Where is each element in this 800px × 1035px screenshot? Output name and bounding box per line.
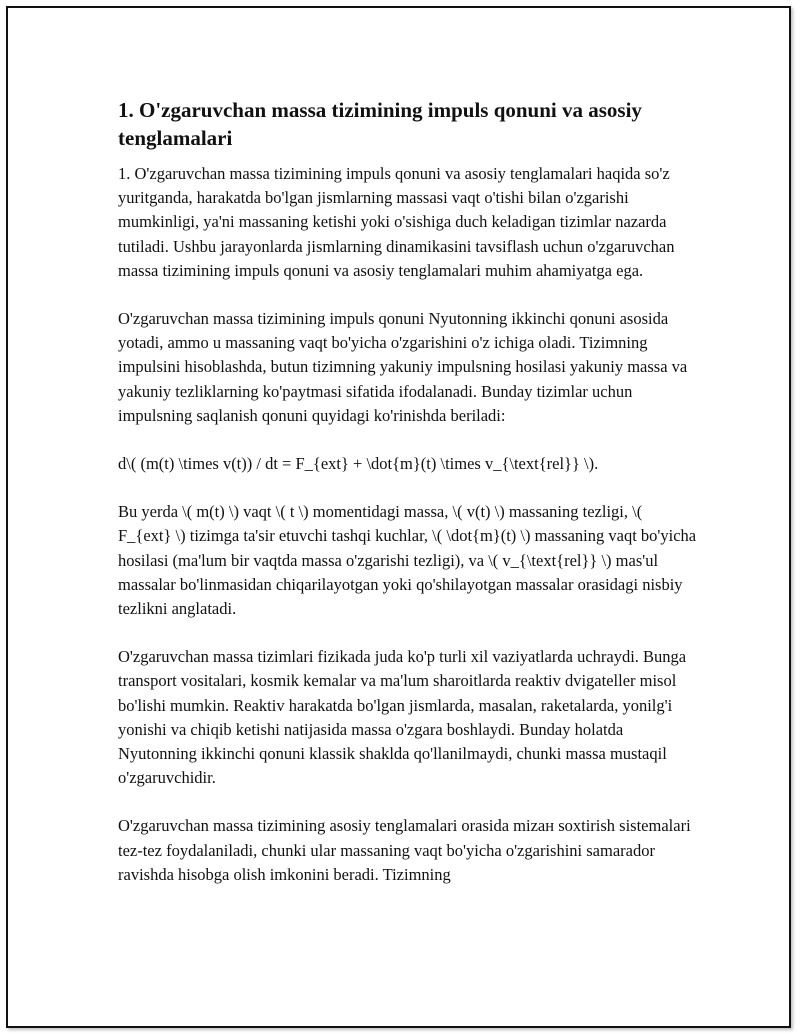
document-body (118, 96, 698, 911)
paragraph-definitions: Bu yerda \( m(t) \) vaqt \( t \) momentidagi massa, \( v(t) \) massaning tezligi, \( F_{ext} \) tizimga ta'sir etuvchi tashqi kuchlar, \( \dot{m}(t) \) massaning vaqt bo'yicha hosilasi (ma'lum bir vaqtda massa o'zgarishi tezligi), va \( v_{\text{rel}} \) mas'ul massalar bo'linmasidan chiqarilayotgan yoki qo'shilayotgan massalar orasidagi nisbiy tezlikni anglatadi. (118, 502, 697, 619)
paragraph-intro: 1. O'zgaruvchan massa tizimining impuls qonuni va asosiy tenglamalari haqida so'z yuritganda, harakatda bo'lgan jismlarning massasi vaqt o'tishi bilan o'zgarishi mumkinligi, ya'ni massaning ketishi yoki o'sishiga duch keladigan tizimlar nazarda tutiladi. Ushbu jarayonlarda jismlarning dinamikasini tavsiflash uchun o'zgaruvchan massa tizimining impuls qonuni va asosiy tenglamalari muhim ahamiyatga ega. (118, 164, 675, 280)
paragraph-equation: d\( (m(t) \times v(t)) / dt = F_{ext} + \dot{m}(t) \times v_{\text{rel}} \). (118, 454, 599, 474)
paragraph-applications: O'zgaruvchan massa tizimlari fizikada juda ko'p turli xil vaziyatlarda uchraydi. Bunga transport vositalari, kosmik kemalar va ma'lum sharoitlarda reaktiv dvigateller misol bo'lishi mumkin. Reaktiv harakatda bo'lgan jismlarda, masalan, raketalarda, yonilg'i yonishi va chiqib ketishi natijasida massa o'zgara boshlaydi. Bunday holatda Nyutonning ikkinchi qonuni klassik shaklda qo'llanilmaydi, chunki massa mustaqil o'zgaruvchidir. (118, 647, 687, 788)
paragraph-equations-continued: O'zgaruvchan massa tizimining asosiy tenglamalari orasida mizан soxtirish sistemalari tez-tez foydalaniladi, chunki ular massaning vaqt bo'yicha o'zgarishini samarador ravishda hisobga olish imkonini beradi. Tizimning (118, 816, 691, 884)
document-title: 1. O'zgaruvchan massa tizimining impuls qonuni va asosiy tenglamalari (118, 98, 642, 150)
paragraph-impulse-law: O'zgaruvchan massa tizimining impuls qonuni Nyutonning ikkinchi qonuni asosida yotadi, ammo u massaning vaqt bo'yicha o'zgarishini o'z ichiga oladi. Tizimning impulsini hisoblashda, butun tizimning yakuniy impulsning hosilasi yakuniy massa va yakuniy tezliklarning ko'paytmasi sifatida ifodalanadi. Bunday tizimlar uchun impulsning saqlanish qonuni quyidagi ko'rinishda beriladi: (118, 309, 688, 425)
